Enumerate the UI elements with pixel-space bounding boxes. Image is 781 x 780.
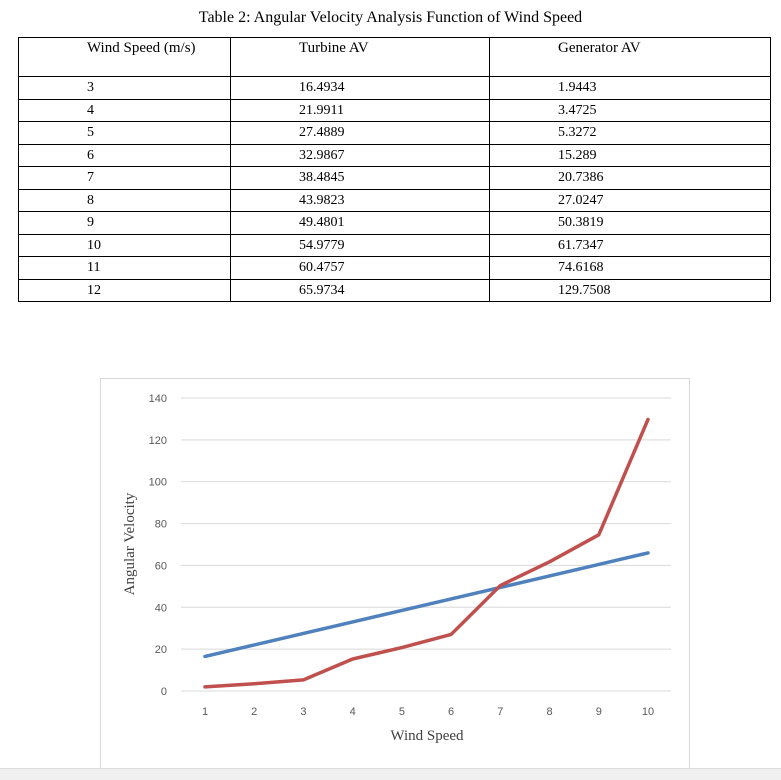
- table-row: [19, 99, 771, 122]
- data-table: [18, 37, 771, 302]
- table-row: [19, 167, 771, 190]
- cell-wind-speed: 11: [19, 257, 231, 280]
- cell-turbine-av: 16.4934: [231, 77, 490, 100]
- y-tick-label: 140: [148, 393, 167, 405]
- cell-wind-speed: 5: [19, 122, 231, 145]
- cell-turbine-av: 32.9867: [231, 144, 490, 167]
- cell-turbine-av: 65.9734: [231, 279, 490, 302]
- cell-turbine-av: 49.4801: [231, 212, 490, 235]
- cell-turbine-av: 27.4889: [231, 122, 490, 145]
- y-tick-label: 40: [154, 602, 167, 615]
- table-row: [19, 144, 771, 167]
- cell-turbine-av: 54.9779: [231, 234, 490, 257]
- cell-generator-av: 61.7347: [490, 234, 771, 257]
- y-tick-label: 60: [154, 560, 167, 573]
- cell-generator-av: 15.289: [490, 144, 771, 167]
- table-row: [19, 257, 771, 280]
- y-tick-label: 20: [154, 644, 167, 657]
- table-header-row: [19, 38, 771, 77]
- x-tick-label: 8: [546, 706, 553, 718]
- cell-turbine-av: 21.9911: [231, 99, 490, 122]
- cell-generator-av: 1.9443: [490, 77, 771, 100]
- bottom-scrollbar: [0, 768, 781, 780]
- chart-area: [100, 378, 690, 779]
- cell-wind-speed: 3: [19, 77, 231, 100]
- header-wind-speed: Wind Speed (m/s): [19, 38, 231, 77]
- header-turbine-av: Turbine AV: [231, 38, 490, 77]
- y-tick-label: 100: [148, 476, 167, 489]
- cell-wind-speed: 12: [19, 279, 231, 302]
- table-row: [19, 279, 771, 302]
- y-axis-title: Angular Velocity: [122, 492, 138, 596]
- cell-wind-speed: 9: [19, 212, 231, 235]
- cell-generator-av: 129.7508: [490, 279, 771, 302]
- cell-generator-av: 5.3272: [490, 122, 771, 145]
- cell-turbine-av: 43.9823: [231, 189, 490, 212]
- x-tick-label: 7: [497, 706, 504, 718]
- table-row: [19, 189, 771, 212]
- y-tick-label: 0: [160, 686, 167, 698]
- table-row: [19, 77, 771, 100]
- x-tick-label: 1: [201, 706, 209, 718]
- cell-generator-av: 27.0247: [490, 189, 771, 212]
- header-generator-av: Generator AV: [490, 38, 771, 77]
- cell-turbine-av: 60.4757: [231, 257, 490, 280]
- line-chart: [101, 379, 691, 780]
- table-row: [19, 234, 771, 257]
- x-tick-label: 2: [251, 706, 258, 718]
- table-caption: Table 2: Angular Velocity Analysis Function of Wind Speed: [198, 9, 583, 26]
- x-axis-title: Wind Speed: [390, 728, 464, 744]
- cell-turbine-av: 38.4845: [231, 167, 490, 190]
- cell-wind-speed: 6: [19, 144, 231, 167]
- x-tick-label: 5: [398, 706, 405, 718]
- y-tick-label: 120: [148, 434, 167, 447]
- cell-wind-speed: 7: [19, 167, 231, 190]
- x-tick-label: 4: [349, 706, 356, 718]
- x-tick-label: 6: [448, 706, 455, 718]
- series-line-2: [205, 419, 648, 686]
- x-tick-label: 3: [300, 706, 307, 718]
- cell-wind-speed: 10: [19, 234, 231, 257]
- cell-wind-speed: 8: [19, 189, 231, 212]
- cell-generator-av: 74.6168: [490, 257, 771, 280]
- y-tick-label: 80: [154, 518, 167, 531]
- cell-wind-speed: 4: [19, 99, 231, 122]
- table-row: [19, 122, 771, 145]
- x-tick-label: 9: [595, 706, 602, 718]
- cell-generator-av: 20.7386: [490, 167, 771, 190]
- cell-generator-av: 50.3819: [490, 212, 771, 235]
- x-tick-label: 10: [641, 706, 655, 718]
- table-row: [19, 212, 771, 235]
- cell-generator-av: 3.4725: [490, 99, 771, 122]
